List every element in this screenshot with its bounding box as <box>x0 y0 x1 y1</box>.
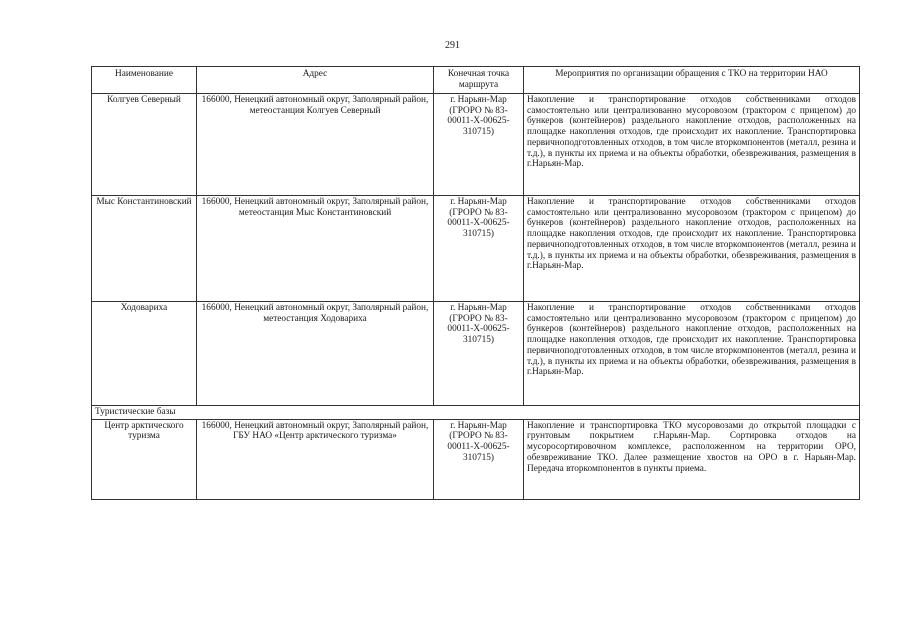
header-address: Адрес <box>197 67 434 94</box>
cell-name: Ходовариха <box>92 302 197 406</box>
waste-management-table <box>91 66 860 500</box>
table-row <box>92 302 860 406</box>
cell-address: 166000, Ненецкий автономный округ, Заполярный район, ГБУ НАО «Центр арктического туризма» <box>197 419 434 499</box>
header-endpoint: Конечная точка маршрута <box>434 67 524 94</box>
cell-name: Центр арктического туризма <box>92 419 197 499</box>
header-measures: Мероприятия по организации обращения с ТКО на территории НАО <box>524 67 860 94</box>
cell-measures: Накопление и транспортировка ТКО мусоровозами до открытой площадки с грунтовым покрытием г.Нарьян-Мар. Сортировка отходов на мусоросортировочном комплексе, расположенном на территории ОРО, обезвреживание ТКО. Далее размещение хвостов на ОРО в г. Нарьян-Мар. Передача вторкомпонентов в пункты приема. <box>524 419 860 499</box>
cell-address: 166000, Ненецкий автономный округ, Заполярный район, метеостанция Мыс Константиновский <box>197 196 434 302</box>
cell-address: 166000, Ненецкий автономный округ, Заполярный район, метеостанция Ходовариха <box>197 302 434 406</box>
cell-name: Мыс Константиновский <box>92 196 197 302</box>
cell-endpoint: г. Нарьян-Мар (ГРОРО № 83-00011-Х-00625-310715) <box>434 94 524 196</box>
section-row <box>92 406 860 420</box>
header-name: Наименование <box>92 67 197 94</box>
cell-endpoint: г. Нарьян-Мар (ГРОРО № 83-00011-Х-00625-310715) <box>434 302 524 406</box>
table-row <box>92 196 860 302</box>
cell-endpoint: г. Нарьян-Мар (ГРОРО № 83-00011-Х-00625-310715) <box>434 419 524 499</box>
cell-address: 166000, Ненецкий автономный округ, Заполярный район, метеостанция Колгуев Северный <box>197 94 434 196</box>
table-header-row <box>92 67 860 94</box>
cell-measures: Накопление и транспортирование отходов собственниками отходов самостоятельно или централизованно мусоровозом (трактором с прицепом) до бункеров (контейнеров) раздельного накопление отходов, расположенных на площадке накопления отходов, где происходит их накопление. Транспортировка первичноподготовленных отходов, в том числе вторкомпонентов (металл, резина и т.д.), в пункты их приема и на объекты обработки, обезвреживания, размещения в г.Нарьян-Мар. <box>524 302 860 406</box>
cell-endpoint: г. Нарьян-Мар (ГРОРО № 83-00011-Х-00625-310715) <box>434 196 524 302</box>
section-label: Туристические базы <box>92 406 860 420</box>
table-row <box>92 419 860 499</box>
table-row <box>92 94 860 196</box>
cell-measures: Накопление и транспортирование отходов собственниками отходов самостоятельно или централизованно мусоровозом (трактором с прицепом) до бункеров (контейнеров) раздельного накопление отходов, расположенных на площадке накопления отходов, где происходит их накопление. Транспортировка первичноподготовленных отходов, в том числе вторкомпонентов (металл, резина и т.д.), в пункты их приема и на объекты обработки, обезвреживания, размещения в г.Нарьян-Мар. <box>524 196 860 302</box>
cell-measures: Накопление и транспортирование отходов собственниками отходов самостоятельно или централизованно мусоровозом (трактором с прицепом) до бункеров (контейнеров) раздельного накопление отходов, расположенных на площадке накопления отходов, где происходит их накопление. Транспортировка первичноподготовленных отходов, в том числе вторкомпонентов (металл, резина и т.д.), в пункты их приема и на объекты обработки, обезвреживания, размещения в г.Нарьян-Мар. <box>524 94 860 196</box>
cell-name: Колгуев Северный <box>92 94 197 196</box>
page-number: 291 <box>445 40 460 51</box>
